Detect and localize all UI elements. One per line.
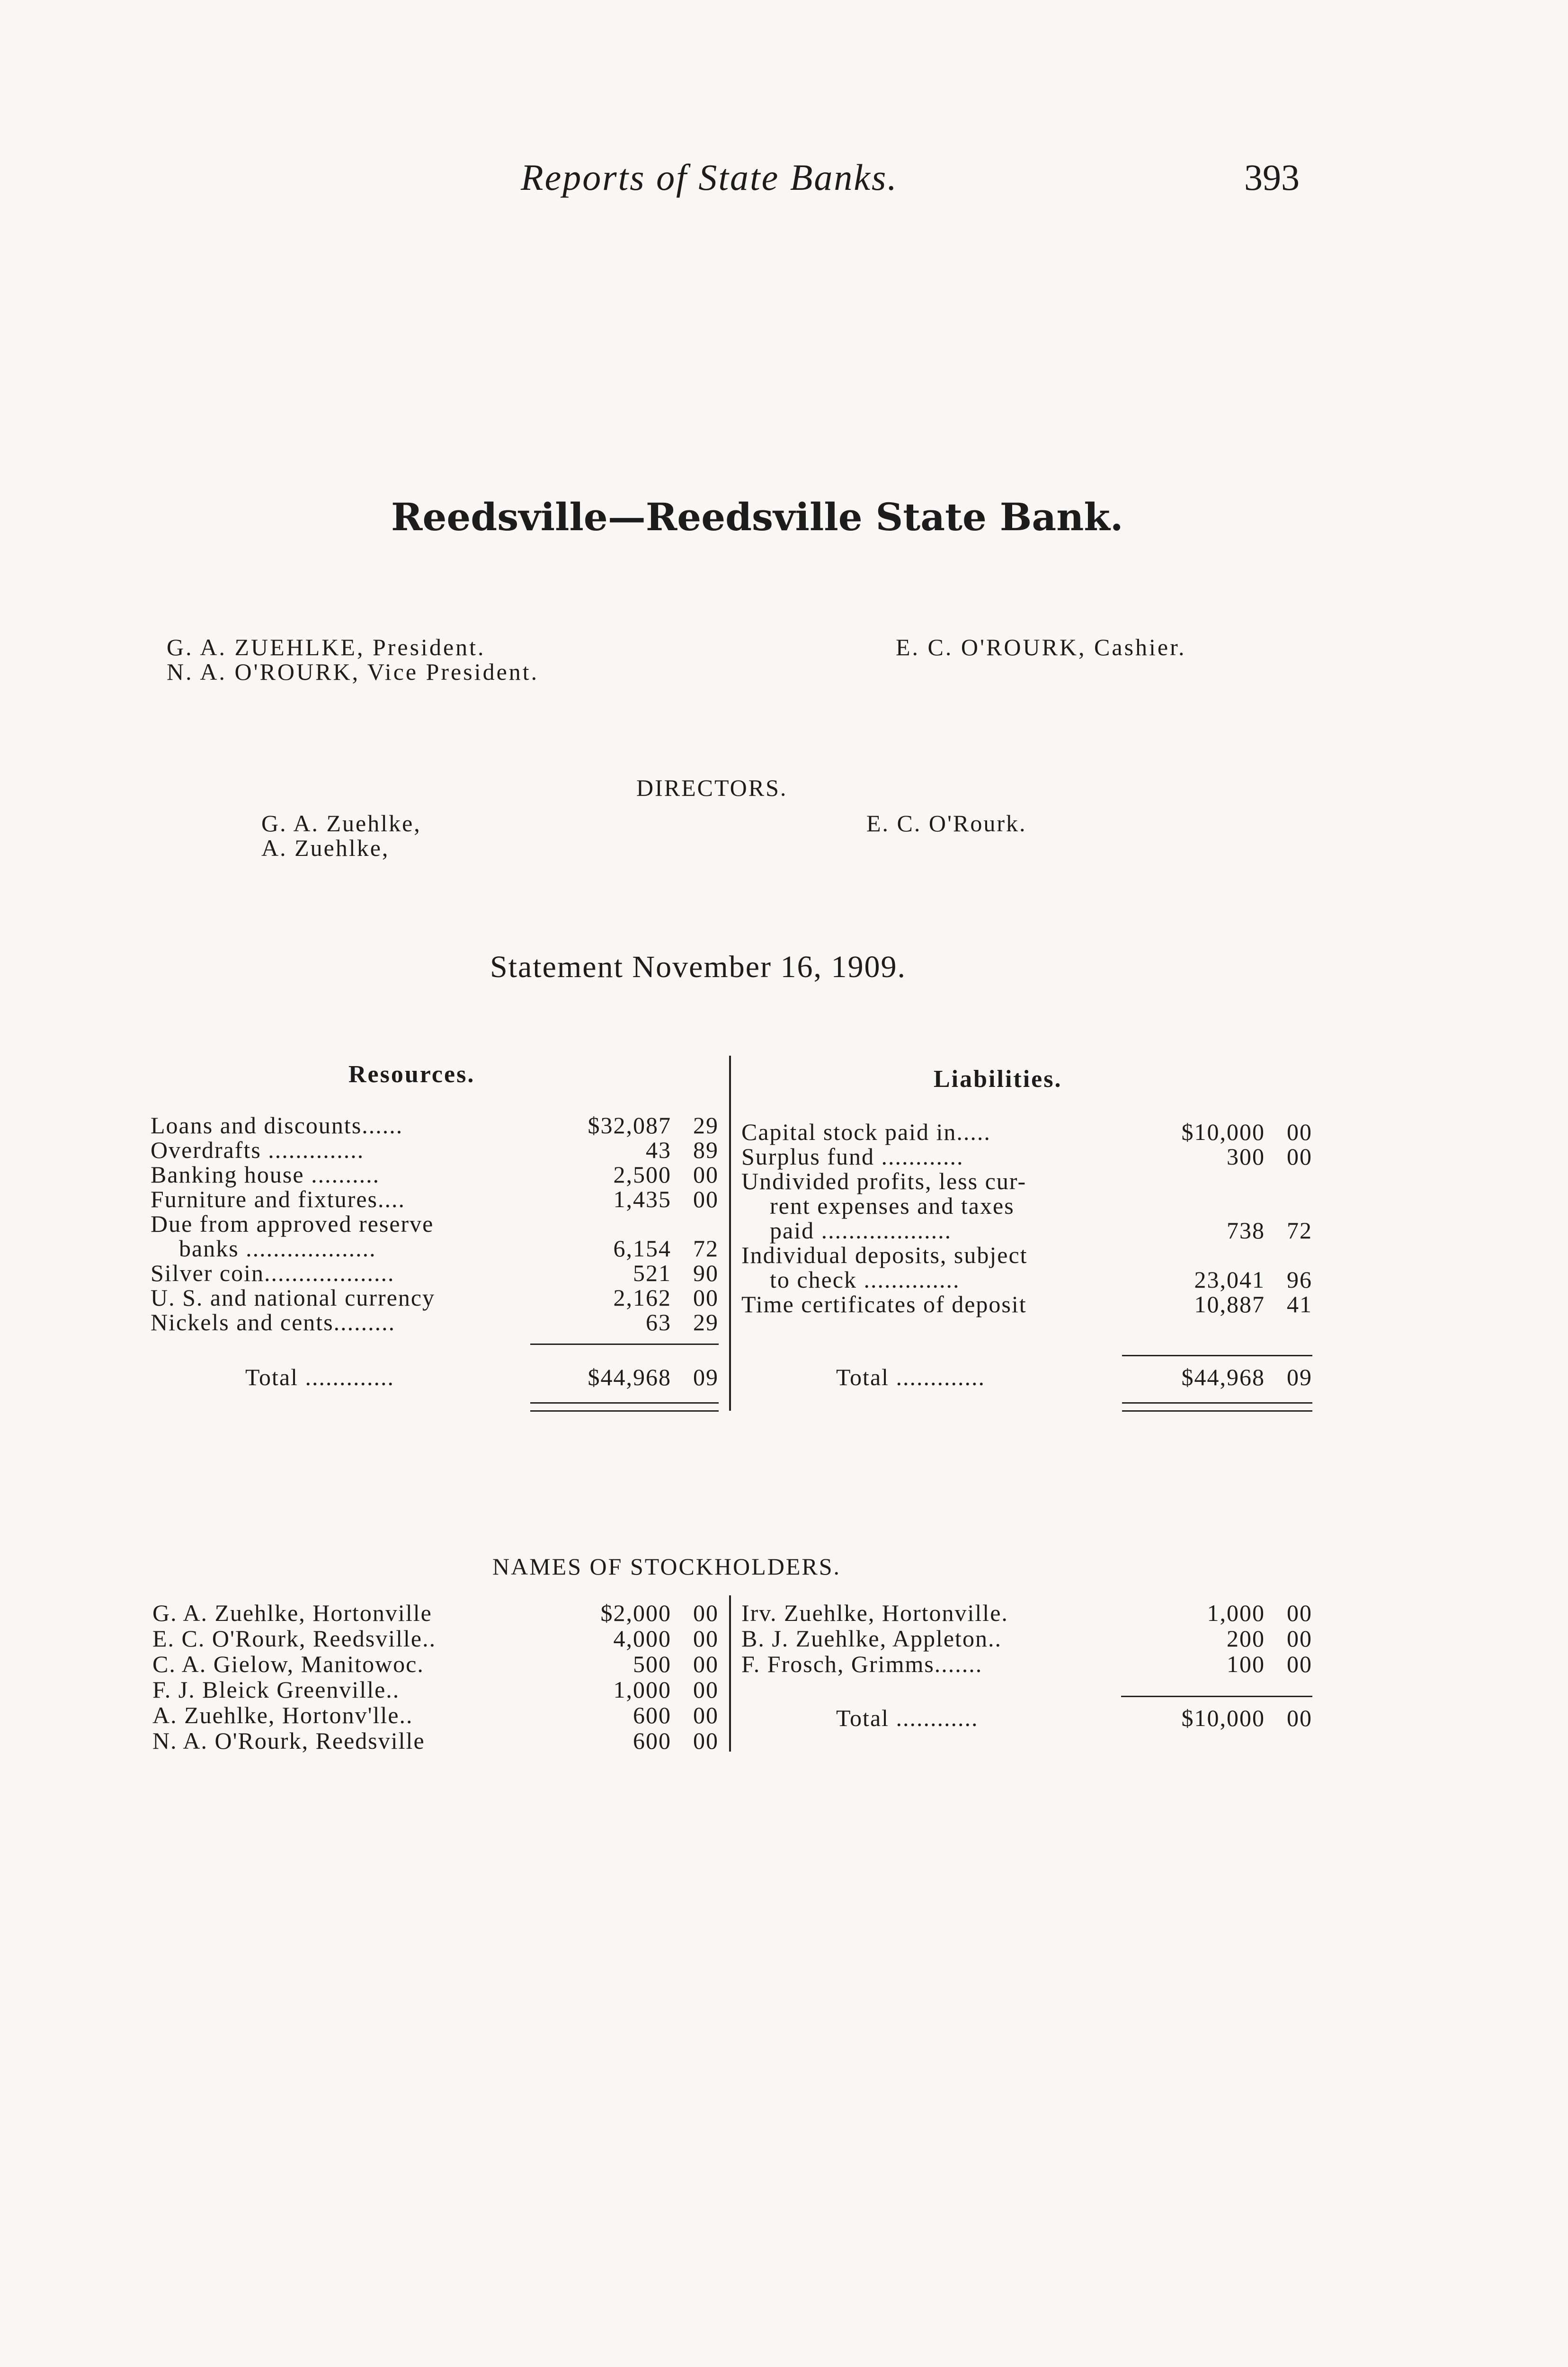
stockholder-cents: 00 (693, 1651, 719, 1677)
stockholder-name: F. Frosch, Grimms....... (741, 1651, 983, 1677)
stockholder-row (152, 1625, 719, 1652)
stockholders-total-row (741, 1704, 1312, 1732)
resource-dollars: 1,435 (613, 1186, 671, 1212)
statement-divider (729, 1056, 731, 1411)
resources-total-label: Total ............. (245, 1364, 395, 1390)
stockholder-dollars: 600 (633, 1727, 671, 1754)
liability-cents: 72 (1287, 1217, 1312, 1244)
stockholder-dollars: 500 (633, 1651, 671, 1677)
resource-dollars: 521 (633, 1260, 671, 1286)
liabilities-row (741, 1266, 1312, 1293)
stockholder-name: E. C. O'Rourk, Reedsville.. (152, 1625, 437, 1652)
resource-dollars: 2,162 (613, 1284, 671, 1311)
stockholder-cents: 00 (693, 1625, 719, 1652)
resources-row (151, 1136, 719, 1164)
stockholder-row (152, 1676, 719, 1703)
stockholder-cents: 00 (693, 1702, 719, 1728)
liabilities-row (741, 1143, 1312, 1170)
resource-cents: 00 (693, 1284, 719, 1311)
resources-row (151, 1284, 719, 1311)
liability-dollars: $10,000 (1181, 1119, 1265, 1145)
director-name: E. C. O'Rourk. (866, 810, 1027, 836)
resource-label: Banking house .......... (151, 1161, 380, 1188)
resource-label: Overdrafts .............. (151, 1137, 365, 1163)
resources-row (151, 1185, 719, 1213)
stockholder-cents: 00 (693, 1727, 719, 1754)
liabilities-row (741, 1241, 1312, 1269)
stockholder-name: B. J. Zuehlke, Appleton.. (741, 1625, 1002, 1652)
resources-row (151, 1210, 719, 1237)
resources-total-cents: 09 (693, 1364, 719, 1390)
resource-cents: 00 (693, 1186, 719, 1212)
officer-vice-president: N. A. O'ROURK, Vice President. (167, 658, 539, 685)
resource-dollars: 2,500 (613, 1161, 671, 1188)
liabilities-row (741, 1192, 1312, 1219)
resource-dollars: $32,087 (588, 1112, 671, 1139)
bank-title: Reedsville—Reedsville State Bank. (391, 495, 1123, 539)
stockholder-name: A. Zuehlke, Hortonv'lle.. (152, 1702, 413, 1728)
stockholder-dollars: $2,000 (600, 1600, 671, 1626)
liabilities-row (741, 1167, 1312, 1195)
resources-heading: Resources. (348, 1061, 475, 1088)
page-number: 393 (1244, 157, 1300, 198)
stockholder-cents: 00 (1287, 1625, 1312, 1652)
stockholder-name: C. A. Gielow, Manitowoc. (152, 1651, 424, 1677)
liabilities-total-row (741, 1363, 1312, 1391)
resources-row (151, 1161, 719, 1188)
resource-label: Silver coin................... (151, 1260, 395, 1286)
stockholder-row (741, 1650, 1312, 1678)
stockholder-cents: 00 (693, 1676, 719, 1703)
resources-row (151, 1308, 719, 1336)
liabilities-double-rule (1122, 1402, 1312, 1412)
resources-row (151, 1235, 719, 1262)
stockholder-dollars: 1,000 (1207, 1600, 1265, 1626)
resource-label: banks ................... (179, 1235, 376, 1262)
liability-cents: 96 (1287, 1266, 1312, 1293)
liability-dollars: 10,887 (1194, 1291, 1265, 1317)
stockholders-total-rule (1121, 1696, 1312, 1697)
stockholder-row (152, 1650, 719, 1678)
resource-label: U. S. and national currency (151, 1284, 436, 1311)
stockholders-heading: NAMES OF STOCKHOLDERS. (492, 1553, 841, 1580)
liabilities-row (741, 1118, 1312, 1146)
liability-cents: 00 (1287, 1119, 1312, 1145)
stockholder-row (741, 1599, 1312, 1627)
stockholders-total-cents: 00 (1287, 1705, 1312, 1731)
resource-label: Furniture and fixtures.... (151, 1186, 406, 1212)
stockholder-dollars: 4,000 (613, 1625, 671, 1652)
liabilities-total-rule (1122, 1355, 1312, 1356)
resource-label: Due from approved reserve (151, 1210, 434, 1237)
resource-label: Loans and discounts...... (151, 1112, 403, 1139)
liability-dollars: 738 (1227, 1217, 1265, 1244)
stockholders-total-dollars: $10,000 (1181, 1705, 1265, 1731)
liability-label: Undivided profits, less cur- (741, 1168, 1027, 1194)
resources-row (151, 1259, 719, 1287)
liabilities-total-dollars: $44,968 (1181, 1364, 1265, 1390)
stockholders-total-label: Total ............ (836, 1705, 979, 1731)
directors-heading: DIRECTORS. (636, 774, 788, 801)
liability-label: Surplus fund ............ (741, 1143, 964, 1170)
officer-cashier: E. C. O'ROURK, Cashier. (896, 634, 1186, 660)
stockholder-cents: 00 (1287, 1600, 1312, 1626)
resources-total-rule (530, 1344, 719, 1345)
director-name: A. Zuehlke, (261, 835, 390, 861)
stockholder-dollars: 200 (1227, 1625, 1265, 1652)
resource-cents: 90 (693, 1260, 719, 1286)
stockholder-row (741, 1625, 1312, 1652)
liability-cents: 41 (1287, 1291, 1312, 1317)
stockholder-dollars: 100 (1227, 1651, 1265, 1677)
liability-label: Individual deposits, subject (741, 1242, 1028, 1268)
liability-cents: 00 (1287, 1143, 1312, 1170)
stockholder-row (152, 1727, 719, 1754)
liability-dollars: 23,041 (1194, 1266, 1265, 1293)
stockholder-cents: 00 (693, 1600, 719, 1626)
resources-row (151, 1112, 719, 1139)
stockholder-name: N. A. O'Rourk, Reedsville (152, 1727, 425, 1754)
liability-label: paid ................... (770, 1217, 952, 1244)
stockholder-dollars: 1,000 (613, 1676, 671, 1703)
resource-cents: 29 (693, 1112, 719, 1139)
liability-label: Time certificates of deposit (741, 1291, 1027, 1317)
statement-title: Statement November 16, 1909. (490, 950, 907, 984)
running-title: Reports of State Banks. (521, 157, 898, 198)
resource-dollars: 43 (646, 1137, 671, 1163)
liabilities-total-cents: 09 (1287, 1364, 1312, 1390)
resource-cents: 00 (693, 1161, 719, 1188)
resources-total-dollars: $44,968 (588, 1364, 671, 1390)
stockholder-name: G. A. Zuehlke, Hortonville (152, 1600, 432, 1626)
resource-dollars: 63 (646, 1309, 671, 1335)
liability-dollars: 300 (1227, 1143, 1265, 1170)
officer-president: G. A. ZUEHLKE, President. (167, 634, 486, 660)
stockholder-dollars: 600 (633, 1702, 671, 1728)
stockholder-row (152, 1599, 719, 1627)
liability-label: rent expenses and taxes (770, 1192, 1015, 1219)
liability-label: Capital stock paid in..... (741, 1119, 991, 1145)
resource-dollars: 6,154 (613, 1235, 671, 1262)
resources-double-rule (530, 1402, 719, 1412)
resources-total-row (151, 1363, 719, 1391)
resource-cents: 89 (693, 1137, 719, 1163)
liability-label: to check .............. (770, 1266, 960, 1293)
stockholder-row (152, 1701, 719, 1729)
stockholder-name: F. J. Bleick Greenville.. (152, 1676, 400, 1703)
stockholders-divider (729, 1595, 731, 1752)
resource-cents: 29 (693, 1309, 719, 1335)
liabilities-row (741, 1290, 1312, 1318)
resource-label: Nickels and cents......... (151, 1309, 396, 1335)
stockholder-name: Irv. Zuehlke, Hortonville. (741, 1600, 1008, 1626)
stockholder-cents: 00 (1287, 1651, 1312, 1677)
liabilities-total-label: Total ............. (836, 1364, 986, 1390)
resource-cents: 72 (693, 1235, 719, 1262)
liabilities-heading: Liabilities. (934, 1066, 1062, 1093)
liabilities-row (741, 1217, 1312, 1244)
director-name: G. A. Zuehlke, (261, 810, 421, 836)
